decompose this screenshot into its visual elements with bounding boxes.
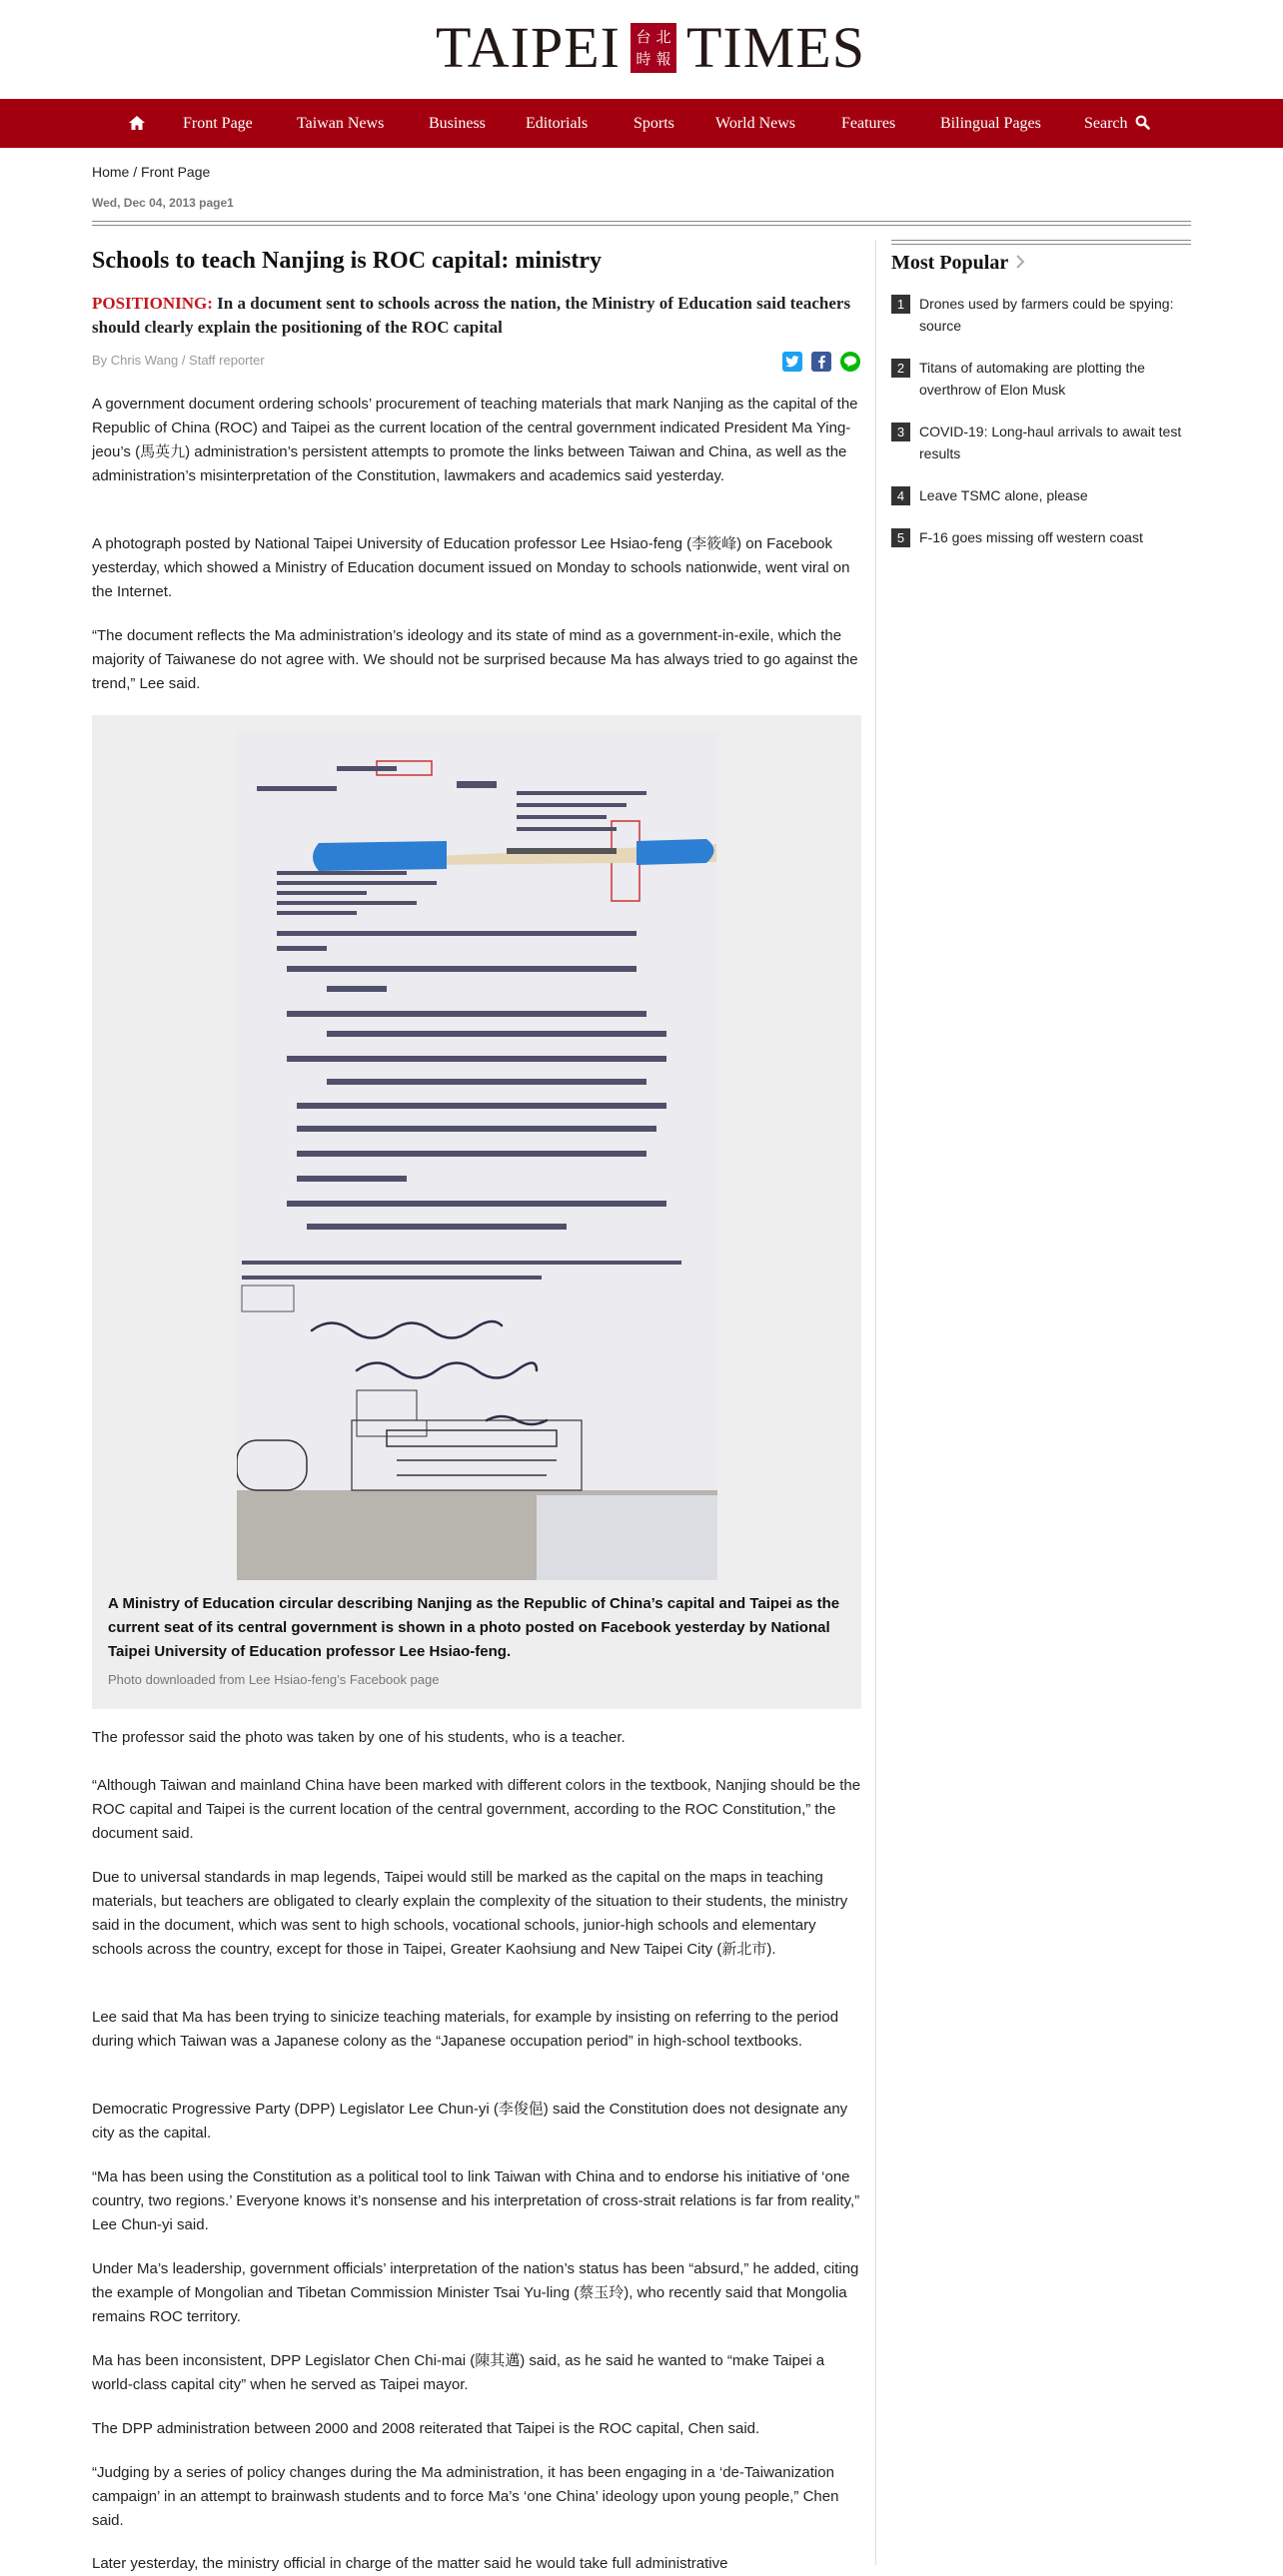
article-headline: Schools to teach Nanjing is ROC capital: ministry: [92, 248, 602, 274]
most-popular-label: Most Popular: [891, 252, 1008, 274]
article-paragraph: “Judging by a series of policy changes during the Ma administration, it has been engaging in a ‘de-Taiwanization campaign’ in an attempt to brainwash students and to force Ma’s ‘one China’ ideology upon young people,” Chen said.: [92, 2464, 839, 2529]
main-nav: [0, 99, 1283, 148]
nav-editorials[interactable]: Editorials: [526, 115, 589, 132]
breadcrumb: [92, 164, 210, 180]
article-byline: By Chris Wang / Staff reporter: [92, 353, 265, 368]
article-paragraph: A photograph posted by National Taipei University of Education professor Lee Hsiao-feng (李筱峰) on Facebook yesterday, which showed a Ministry of Education document issued on Monday to schools nationwide, went viral on the Internet.: [92, 535, 850, 600]
date-line: Wed, Dec 04, 2013 page1: [92, 196, 234, 210]
popular-rank: 4: [891, 486, 910, 505]
article-paragraph: “Ma has been using the Constitution as a political tool to link Taiwan with China and to endorse his initiative of ‘one country, two regions.’ Everyone knows it’s nonsense and his interpretation of cross-strait relations is far from reality,” Lee Chun-yi said.: [92, 2168, 860, 2233]
article-paragraph: Under Ma’s leadership, government officials’ interpretation of the nation’s status has been “absurd,” he added, citing the example of Mongolian and Tibetan Commission Minister Tsai Yu-ling (蔡玉玲), who recently said that Mongolia remains ROC territory.: [92, 2260, 859, 2325]
breadcrumb-front-page[interactable]: Front Page: [141, 164, 211, 180]
line-icon[interactable]: [840, 352, 860, 372]
logo-seal-char: 時: [636, 50, 651, 68]
article-paragraph: Ma has been inconsistent, DPP Legislator Chen Chi-mai (陳其邁) said, as he said he wanted to “make Taipei a world-class capital city” when he served as Taipei mayor.: [92, 2352, 825, 2393]
article-paragraph: Later yesterday, the ministry official in charge of the matter said he would take full administrative: [92, 2555, 728, 2572]
search-label: Search: [1084, 115, 1128, 132]
subhead-kicker: POSITIONING:: [92, 294, 213, 313]
nav-sports[interactable]: Sports: [634, 115, 674, 132]
popular-link[interactable]: F-16 goes missing off western coast: [919, 529, 1143, 545]
nav-business[interactable]: Business: [429, 115, 486, 132]
subhead-text: In a document sent to schools across the nation, the Ministry of Education said teachers should clearly explain the positioning of the ROC capital: [92, 294, 851, 337]
logo-seal-char: 報: [655, 50, 671, 68]
nav-front-page[interactable]: Front Page: [183, 115, 253, 132]
nav-bilingual-pages[interactable]: Bilingual Pages: [940, 115, 1041, 132]
photo-figure: [92, 715, 861, 1709]
home-icon[interactable]: [128, 115, 146, 131]
document-image: [237, 731, 717, 1580]
popular-link[interactable]: Titans of automaking are plotting the overthrow of Elon Musk: [919, 360, 1145, 398]
breadcrumb-home[interactable]: Home: [92, 164, 130, 180]
popular-rank: 1: [891, 295, 910, 314]
popular-rank: 3: [891, 423, 910, 441]
masthead: [0, 0, 1283, 99]
article-paragraph: “The document reflects the Ma administration’s ideology and its state of mind as a government-in-exile, which the majority of Taiwanese do not agree with. We should not be surprised because Ma has always tried to go against the trend,” Lee said.: [92, 627, 858, 692]
divider: [92, 221, 1191, 222]
popular-link[interactable]: COVID-19: Long-haul arrivals to await test results: [919, 424, 1182, 461]
divider: [891, 240, 1191, 241]
logo-word-times: TIMES: [685, 15, 865, 80]
chevron-right-icon: [1015, 255, 1025, 269]
popular-rank: 2: [891, 359, 910, 378]
nav-features[interactable]: Features: [841, 115, 896, 132]
article-paragraph: Democratic Progressive Party (DPP) Legislator Lee Chun-yi (李俊俋) said the Constitution does not designate any city as the capital.: [92, 2101, 848, 2142]
logo-seal: [631, 23, 676, 73]
facebook-icon[interactable]: [811, 352, 831, 372]
photo-credit: Photo downloaded from Lee Hsiao-feng’s Facebook page: [108, 1672, 440, 1687]
most-popular-title[interactable]: [891, 252, 1025, 275]
document-photo[interactable]: [237, 731, 717, 1580]
divider: [891, 244, 1191, 245]
search-icon: [1135, 115, 1150, 130]
article-paragraph: The DPP administration between 2000 and 2008 reiterated that Taipei is the ROC capital, Chen said.: [92, 2420, 760, 2437]
article-paragraph: A government document ordering schools’ procurement of teaching materials that mark Nanjing as the capital of the Republic of China (ROC) and Taipei as the current location of the central government indicated President Ma Ying-jeou’s (馬英九) administration’s persistent attempts to promote the links between Taiwan and China, as well as the administration’s misinterpretation of the Constitution, lawmakers and academics said yesterday.: [92, 396, 858, 484]
logo-seal-char: 北: [655, 28, 671, 46]
popular-link[interactable]: Leave TSMC alone, please: [919, 487, 1088, 503]
breadcrumb-separator: /: [133, 164, 138, 180]
nav-search[interactable]: [1084, 99, 1150, 148]
column-divider: [875, 240, 876, 2565]
popular-link[interactable]: Drones used by farmers could be spying: source: [919, 296, 1174, 334]
nav-taiwan-news[interactable]: Taiwan News: [297, 115, 385, 132]
article-paragraph: Lee said that Ma has been trying to sinicize teaching materials, for example by insisting on referring to the period during which Taiwan was a Japanese colony as the “Japanese occupation period” in high-school textbooks.: [92, 2009, 839, 2050]
twitter-icon[interactable]: [782, 352, 802, 372]
article-paragraph: Due to universal standards in map legends, Taipei would still be marked as the capital on the maps in teaching materials, but teachers are obligated to clearly explain the complexity of the situation to their students, the ministry said in the document, which was sent to high schools, vocational schools, junior-high schools and elementary schools across the country, except for those in Taipei, Greater Kaohsiung and New Taipei City (新北市).: [92, 1869, 848, 1958]
photo-caption: A Ministry of Education circular describing Nanjing as the Republic of China’s capital and Taipei as the current seat of its central government is shown in a photo posted on Facebook yesterday by National Taipei University of Education professor Lee Hsiao-feng.: [108, 1595, 840, 1660]
logo-word-taipei: TAIPEI: [436, 15, 621, 80]
nav-world-news[interactable]: World News: [715, 115, 796, 132]
divider: [92, 225, 1191, 226]
article-paragraph: The professor said the photo was taken by one of his students, who is a teacher.: [92, 1729, 626, 1746]
article-paragraph: “Although Taiwan and mainland China have been marked with different colors in the textbook, Nanjing should be the ROC capital and Taipei is the current location of the central government, according to the ROC Constitution,” the document said.: [92, 1777, 861, 1842]
article-subhead: [92, 292, 861, 340]
popular-rank: 5: [891, 528, 910, 547]
logo-seal-char: 台: [636, 28, 651, 46]
site-logo[interactable]: [436, 15, 865, 80]
